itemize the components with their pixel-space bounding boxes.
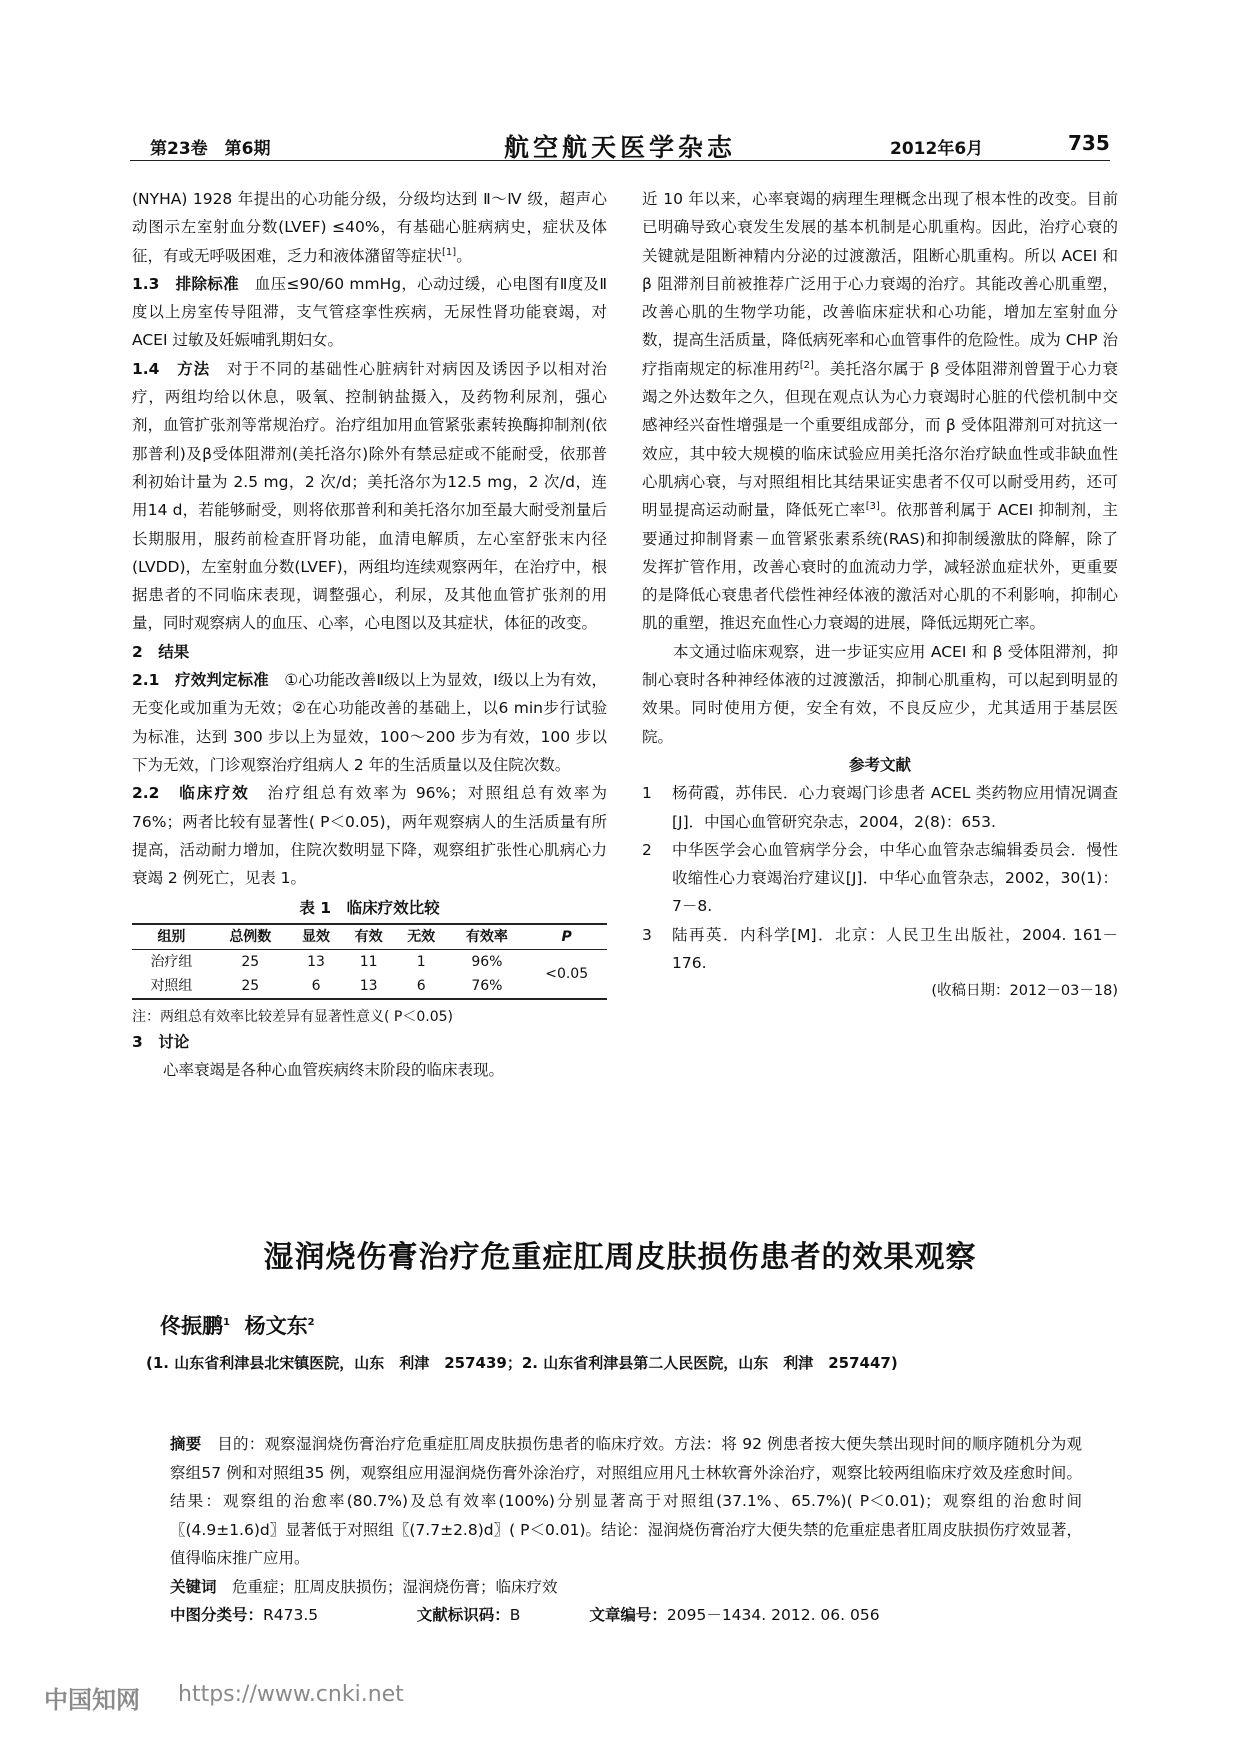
citation-3[interactable]: [3] [865, 501, 880, 513]
cnki-url[interactable]: https://www.cnki.net [178, 1682, 404, 1707]
table-note: 注：两组总有效率比较差异有显著性意义( P＜0.05) [132, 1008, 453, 1025]
table-header: 有效率 [447, 924, 526, 950]
paragraph-nyha: (NYHA) 1928 年提出的心功能分级，分级均达到 Ⅱ～Ⅳ 级，超声心动图示左室射血分数(LVEF) ≤40%，有基础心脏病病史，症状及体征，有或无呼吸困难，乏力和液体潴留等症状[1]。 [132, 190, 607, 265]
clc-number: R473.5 [263, 1606, 319, 1624]
section-3-text: 心率衰竭是各种心血管疾病终末阶段的临床表现。 [163, 1061, 505, 1080]
article-number: 2095－1434. 2012. 06. 056 [666, 1606, 880, 1624]
reference-text: 陆再英．内科学[M]．北京：人民卫生出版社，2004. 161－176. [672, 925, 1118, 973]
table-row [132, 949, 607, 974]
author-affiliation-mark: 2 [307, 1317, 315, 1328]
journal-name: 航空航天医学杂志 [503, 133, 736, 162]
reference-text: 中华医学会心血管病学分会，中华心血管杂志编辑委员会．慢性收缩性心力衰竭治疗建议[J]．中华心血管杂志，2002，30(1)：7－8. [672, 840, 1118, 916]
table-header: 无效 [395, 924, 448, 950]
section-2-2: 2.2 临床疗效 治疗组总有效率为 96%；对照组总有效率为 76%；两者比较有显著性( P＜0.05)，两年观察病人的生活质量有所提高，活动耐力增加，住院次数明显下降，观察组扩张性心肌病心力衰竭 2 例死亡，见表 1。 [132, 784, 607, 888]
table-cell: 13 [307, 953, 325, 970]
section-1-3: 1.3 排除标准 血压≤90/60 mmHg，心动过缓，心电图有Ⅱ度及Ⅱ度以上房室传导阻滞，支气管痉挛性疾病，无尿性肾功能衰竭，对 ACEI 过敏及妊娠哺乳期妇女。 [132, 274, 607, 350]
table-cell: 6 [395, 974, 448, 999]
reference-number: 2 [642, 840, 652, 859]
reference-text: 杨荷霞，苏伟民．心力衰竭门诊患者 ACEL 类药物应用情况调查[J]．中国心血管研究杂志，2004，2(8)：653. [672, 784, 1118, 831]
references-heading: 参考文献 [848, 755, 911, 774]
reference-number: 3 [642, 925, 652, 944]
reference-item [642, 921, 1118, 978]
classification-line: 中图分类号：R473.5 文献标识码：B 文章编号：2095－1434. 2012. 06. 056 [170, 1606, 880, 1624]
keywords: 关键词 危重症；肛周皮肤损伤；湿润烧伤膏；临床疗效 [170, 1577, 558, 1596]
table-cell: 76% [447, 974, 526, 999]
keywords-label: 关键词 [170, 1577, 233, 1596]
left-column [132, 185, 607, 1084]
document-code: B [509, 1606, 521, 1624]
section-3-heading: 3 讨论 [132, 1032, 190, 1051]
table-header: 有效 [342, 924, 395, 950]
article-title: 湿润烧伤膏治疗危重症肛周皮肤损伤患者的效果观察 [263, 1240, 977, 1275]
table-cell: 96% [471, 953, 503, 970]
table-cell: 1 [416, 953, 426, 970]
author-name: 杨文东 [244, 1314, 308, 1338]
table-cell: 6 [290, 974, 343, 999]
section-2-1: 2.1 疗效判定标准 ①心功能改善Ⅱ级以上为显效，Ⅰ级以上为有效，无变化或加重为无效；②在心功能改善的基础上，以6 min步行试验为标准，达到 300 步以上为显效，100～200 步为有效，100 步以下为无效，门诊观察治疗组病人 2 年的生活质量以及住院次数。 [132, 671, 607, 774]
section-1-4: 1.4 方法 对于不同的基础性心脏病针对病因及诱因予以相对治疗，两组均给以休息，吸氧、控制钠盐摄入，及药物利尿剂，强心剂，血管扩张剂等常规治疗。治疗组加用血管紧张素转换酶抑制剂(依那普利)及β受体阻滞剂(美托洛尔)除外有禁忌症或不能耐受，依那普利初始计量为 2.5 mg，2 次/d；美托洛尔为12.5 mg，2 次/d，连用14 d，若能够耐受，则将依那普利和美托洛尔加至最大耐受剂量后长期服用，服药前检查肝肾功能，血清电解质，左心室舒张末内径(LVDD)，左室射血分数(LVEF)，两组均连续观察两年，在治疗中，根据患者的不同临床表现，调整强心，利尿，及其他血管扩张剂的用量，同时观察病人的血压、心率，心电图以及其症状，体征的改变。 [132, 359, 607, 633]
table-cell: 治疗组 [150, 953, 193, 970]
table-cell: 25 [211, 974, 290, 999]
efficacy-table [132, 923, 607, 1000]
table-cell: 11 [359, 953, 378, 970]
table-header: P [526, 924, 607, 950]
table-title: 表 1 临床疗效比较 [299, 899, 440, 918]
table-header: 组别 [132, 924, 211, 950]
section-2-heading: 2 结果 [132, 642, 190, 661]
discussion-paragraph: 近 10 年以来，心率衰竭的病理生理概念出现了根本性的改变。目前已明确导致心衰发生发展的基本机制是心肌重构。因此，治疗心衰的关键就是阻断神精内分泌的过渡激活，阻断心肌重构。所以 ACEI 和 β 阻滞剂目前被推荐广泛用于心力衰竭的治疗。其能改善心肌重塑，改善心肌的生物学功能，改善临床症状和心功能，增加左室射血分数，提高生活质量，降低病死率和心血管事件的危险性。成为 CHP 治疗指南规定的标准用药[2]。美托洛尔属于 β 受体阻滞剂曾置于心力衰竭之外达数年之久，但现在观点认为心力衰竭时心脏的代偿机制中交感神经兴奋性增强是一个重要组成部分，而 β 受体阻滞剂可对抗这一效应，其中较大规模的临床试验应用美托洛尔治疗缺血性或非缺血性心肌病心衰，与对照组相比其结果证实患者不仅可以耐受用药，还可明显提高运动耐量，降低死亡率[3]。依那普利属于 ACEI 抑制剂，主要通过抑制肾素－血管紧张素系统(RAS)和抑制缓激肽的降解，除了发挥扩管作用，改善心衰时的血流动力学，减轻淤血症状外，更重要的是降低心衰患者代偿性神经体液的激活对心肌的不利影响，抑制心肌的重塑，推迟充血性心力衰竭的进展，降低远期死亡率。 [642, 190, 1118, 633]
table-header: 总例数 [211, 924, 290, 950]
table-cell-p-value: <0.05 [526, 949, 607, 999]
section-heading: 2.2 临床疗效 [132, 784, 250, 803]
author-line [160, 1310, 315, 1340]
section-heading: 1.4 方法 [132, 359, 211, 378]
received-date: (收稿日期：2012－03－18) [931, 983, 1118, 1000]
affiliation: (1. 山东省利津县北宋镇医院，山东 利津 257439；2. 山东省利津县第二人民医院，山东 利津 257447) [146, 1354, 898, 1372]
reference-number: 1 [642, 784, 652, 803]
abstract-block [170, 1430, 1082, 1630]
citation-2[interactable]: [2] [799, 359, 814, 371]
header-rule [130, 160, 1110, 161]
volume-issue: 第23卷 第6期 [150, 139, 271, 159]
table-header: 显效 [290, 924, 343, 950]
reference-item [642, 836, 1118, 921]
reference-item [642, 779, 1118, 836]
cnki-logo: 中国知网 [44, 1686, 140, 1714]
right-column [642, 185, 1118, 1006]
page-number: 735 [1068, 131, 1110, 155]
author-name: 佟振鹏 [160, 1314, 223, 1338]
abstract-label: 摘要 [170, 1435, 218, 1453]
table-cell: 13 [342, 974, 395, 999]
citation-1[interactable]: [1] [442, 246, 457, 258]
table-cell: 25 [241, 953, 260, 970]
table-cell: 对照组 [132, 974, 211, 999]
issue-date: 2012年6月 [890, 139, 984, 159]
conclusion-paragraph: 本文通过临床观察，进一步证实应用 ACEI 和 β 受体阻滞剂，抑制心衰时各种神经体液的过渡激活，抑制心肌重构，可以起到明显的效果。同时使用方便，安全有效，不良反应少，尤其适用于基层医院。 [642, 642, 1118, 746]
section-heading: 1.3 排除标准 [132, 274, 239, 293]
abstract: 摘要 目的：观察湿润烧伤膏治疗危重症肛周皮肤损伤患者的临床疗效。方法：将 92 例患者按大便失禁出现时间的顺序随机分为观察组57 例和对照组35 例，观察组应用湿润烧伤膏外涂治疗，对照组应用凡士林软膏外涂治疗，观察比较两组临床疗效及痊愈时间。结果：观察组的治愈率(80.7%)及总有效率(100%)分别显著高于对照组(37.1%、65.7%)( P＜0.01)；观察组的治愈时间〖(4.9±1.6)d〗显著低于对照组〖(7.7±2.8)d〗( P＜0.01)。结论：湿润烧伤膏治疗大便失禁的危重症患者肛周皮肤损伤疗效显著，值得临床推广应用。 [170, 1435, 1082, 1567]
section-heading: 2.1 疗效判定标准 [132, 671, 269, 690]
author-affiliation-mark: 1 [223, 1317, 230, 1328]
table-header-row [132, 924, 607, 950]
